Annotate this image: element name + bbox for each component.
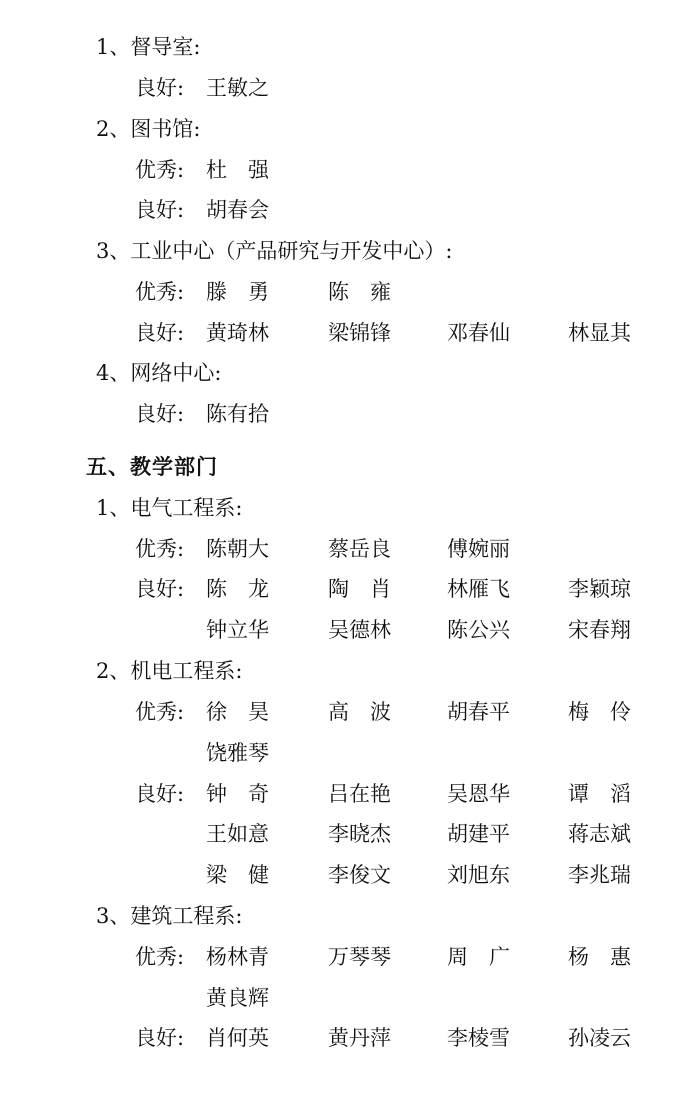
award-category-label: 优秀:	[135, 945, 185, 969]
person-name: 杜 强	[206, 158, 269, 182]
person-name: 胡春平	[447, 700, 510, 724]
award-row	[0, 569, 700, 609]
person-name: 谭 滔	[568, 782, 631, 806]
person-name: 王如意	[206, 822, 269, 846]
person-name: 傅婉丽	[447, 537, 510, 561]
person-name: 吕在艳	[328, 782, 391, 806]
person-name: 李俊文	[328, 863, 391, 887]
award-category-label: 良好:	[135, 198, 185, 222]
subsection-heading: 3、建筑工程系:	[96, 904, 243, 928]
subsection-heading-row	[0, 231, 700, 271]
award-category-label: 良好:	[135, 76, 185, 100]
award-row	[0, 937, 700, 977]
award-row	[0, 68, 700, 108]
award-row	[0, 394, 700, 434]
person-name: 梁 健	[206, 863, 269, 887]
person-name: 黄丹萍	[328, 1026, 391, 1050]
award-category-label: 优秀:	[135, 537, 185, 561]
award-category-label: 良好:	[135, 577, 185, 601]
award-category-label: 良好:	[135, 402, 185, 426]
award-continuation-row	[0, 610, 700, 650]
person-name: 蔡岳良	[328, 537, 391, 561]
person-name: 陈 龙	[206, 577, 269, 601]
person-name: 杨林青	[206, 945, 269, 969]
subsection-heading: 3、工业中心（产品研究与开发中心）:	[96, 239, 453, 263]
subsection-heading-row	[0, 488, 700, 528]
award-category-label: 良好:	[135, 782, 185, 806]
award-continuation-row	[0, 733, 700, 773]
award-row	[0, 272, 700, 312]
section-heading: 五、教学部门	[86, 454, 218, 479]
subsection-heading: 4、网络中心:	[96, 361, 222, 385]
person-name: 林显其	[568, 321, 631, 345]
person-name: 邓春仙	[447, 321, 510, 345]
award-category-label: 优秀:	[135, 280, 185, 304]
award-continuation-row	[0, 855, 700, 895]
subsection-heading-row	[0, 27, 700, 67]
subsection-heading: 1、督导室:	[96, 35, 201, 59]
person-name: 徐 昊	[206, 700, 269, 724]
person-name: 高 波	[328, 700, 391, 724]
person-name: 林雁飞	[447, 577, 510, 601]
person-name: 周 广	[447, 945, 510, 969]
person-name: 杨 惠	[568, 945, 631, 969]
award-row	[0, 313, 700, 353]
award-row	[0, 1018, 700, 1058]
award-row	[0, 529, 700, 569]
subsection-heading: 2、机电工程系:	[96, 659, 243, 683]
subsection-heading-row	[0, 651, 700, 691]
award-category-label: 良好:	[135, 321, 185, 345]
person-name: 肖何英	[206, 1026, 269, 1050]
person-name: 梁锦锋	[328, 321, 391, 345]
award-row	[0, 774, 700, 814]
person-name: 李晓杰	[328, 822, 391, 846]
person-name: 梅 伶	[568, 700, 631, 724]
award-continuation-row	[0, 978, 700, 1018]
subsection-heading-row	[0, 109, 700, 149]
award-row	[0, 190, 700, 230]
award-category-label: 优秀:	[135, 700, 185, 724]
person-name: 李棱雪	[447, 1026, 510, 1050]
subsection-heading: 2、图书馆:	[96, 117, 201, 141]
person-name: 钟 奇	[206, 782, 269, 806]
person-name: 陈有拾	[206, 402, 269, 426]
person-name: 王敏之	[206, 76, 269, 100]
award-category-label: 良好:	[135, 1026, 185, 1050]
person-name: 陈 雍	[328, 280, 391, 304]
person-name: 陈公兴	[447, 618, 510, 642]
award-row	[0, 692, 700, 732]
person-name: 饶雅琴	[206, 741, 269, 765]
subsection-heading-row	[0, 896, 700, 936]
person-name: 吴恩华	[447, 782, 510, 806]
person-name: 宋春翔	[568, 618, 631, 642]
subsection-heading: 1、电气工程系:	[96, 496, 243, 520]
person-name: 陈朝大	[206, 537, 269, 561]
award-category-label: 优秀:	[135, 158, 185, 182]
person-name: 黄琦林	[206, 321, 269, 345]
person-name: 刘旭东	[447, 863, 510, 887]
subsection-heading-row	[0, 353, 700, 393]
person-name: 李颖琼	[568, 577, 631, 601]
section-heading-row	[0, 447, 700, 487]
person-name: 钟立华	[206, 618, 269, 642]
person-name: 孙凌云	[568, 1026, 631, 1050]
award-row	[0, 150, 700, 190]
person-name: 陶 肖	[328, 577, 391, 601]
person-name: 吴德林	[328, 618, 391, 642]
person-name: 蒋志斌	[568, 822, 631, 846]
person-name: 胡春会	[206, 198, 269, 222]
person-name: 万琴琴	[328, 945, 391, 969]
person-name: 黄良辉	[206, 986, 269, 1010]
person-name: 李兆瑞	[568, 863, 631, 887]
person-name: 滕 勇	[206, 280, 269, 304]
award-continuation-row	[0, 814, 700, 854]
person-name: 胡建平	[447, 822, 510, 846]
